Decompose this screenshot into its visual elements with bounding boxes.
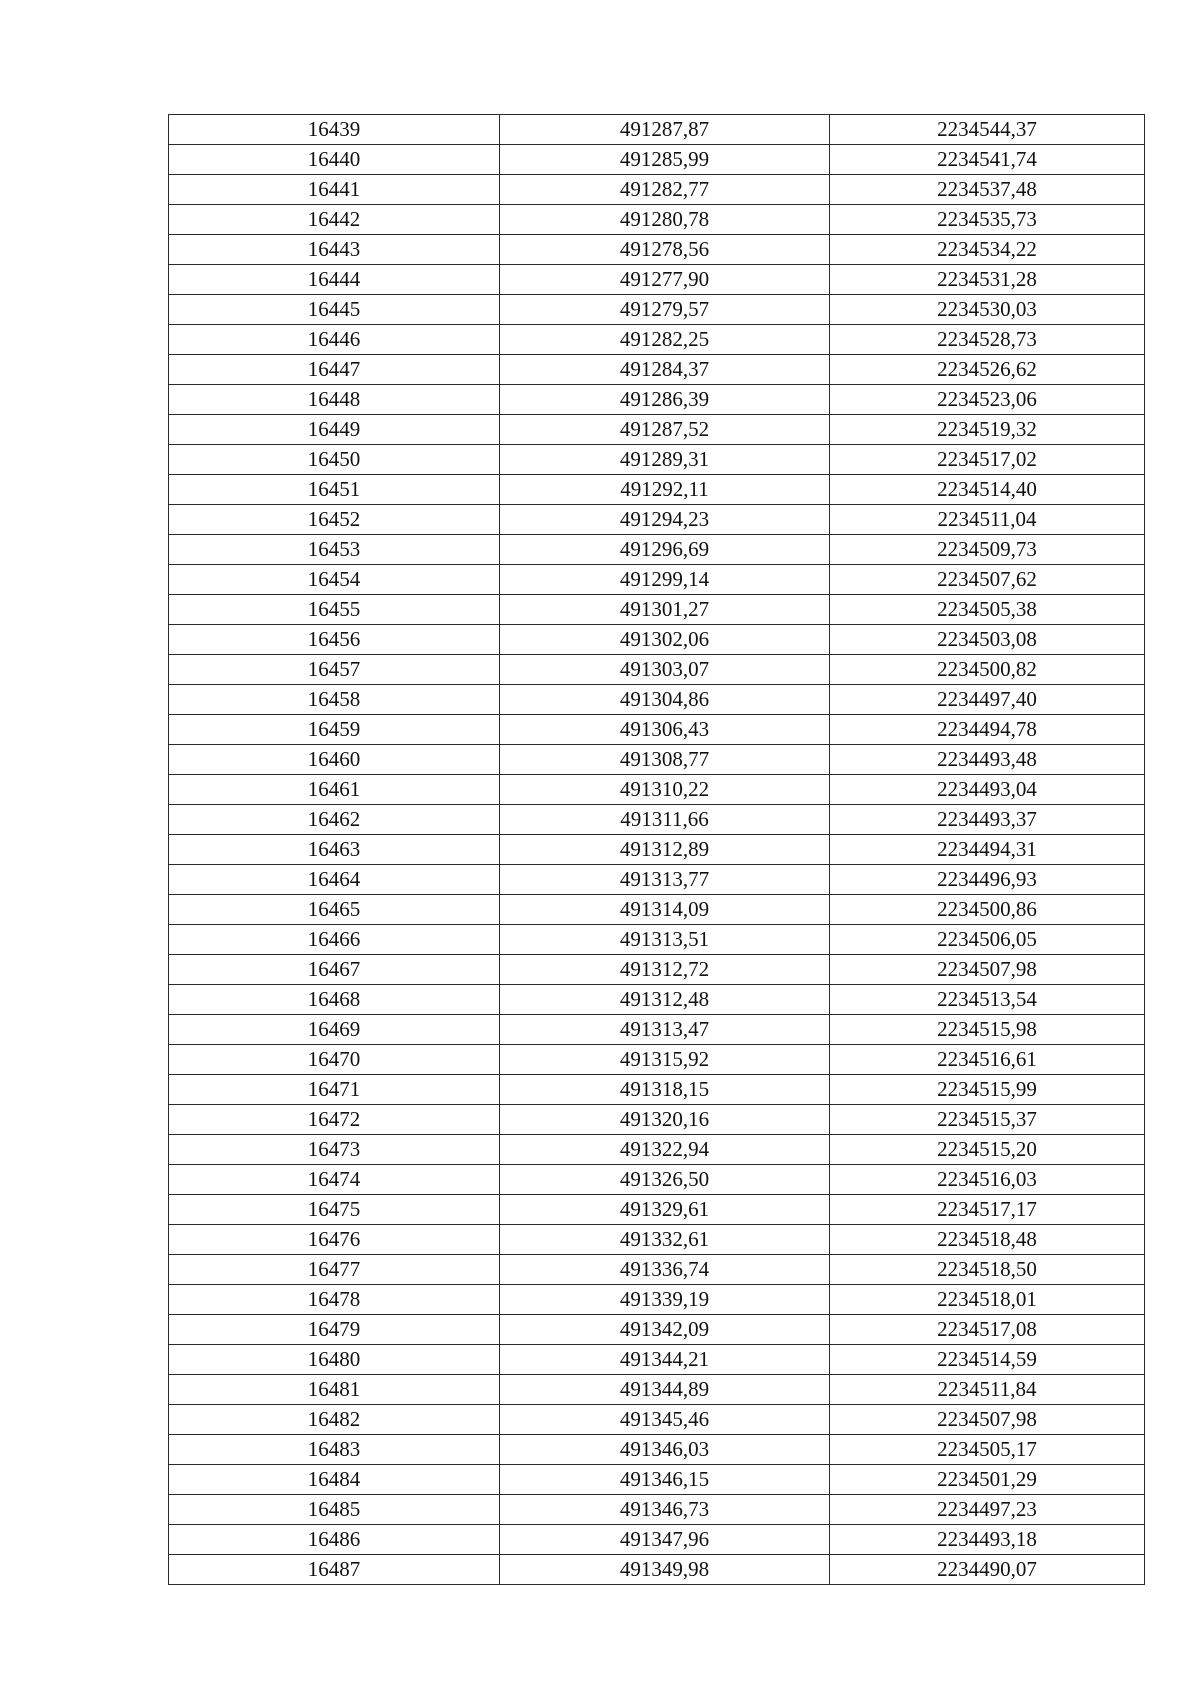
x-coordinate-cell: 491344,21 <box>500 1345 830 1375</box>
x-coordinate-cell: 491287,52 <box>500 415 830 445</box>
y-coordinate-cell: 2234514,40 <box>830 475 1145 505</box>
y-coordinate-cell: 2234515,20 <box>830 1135 1145 1165</box>
x-coordinate-cell: 491346,15 <box>500 1465 830 1495</box>
table-row <box>169 205 1145 235</box>
table-row <box>169 1225 1145 1255</box>
x-coordinate-cell: 491294,23 <box>500 505 830 535</box>
table-row <box>169 1165 1145 1195</box>
point-number-cell: 16445 <box>169 295 500 325</box>
point-number-cell: 16478 <box>169 1285 500 1315</box>
y-coordinate-cell: 2234493,48 <box>830 745 1145 775</box>
coordinates-table-body <box>169 115 1145 1585</box>
table-row <box>169 1195 1145 1225</box>
x-coordinate-cell: 491346,03 <box>500 1435 830 1465</box>
x-coordinate-cell: 491287,87 <box>500 115 830 145</box>
y-coordinate-cell: 2234505,17 <box>830 1435 1145 1465</box>
x-coordinate-cell: 491312,48 <box>500 985 830 1015</box>
x-coordinate-cell: 491286,39 <box>500 385 830 415</box>
point-number-cell: 16480 <box>169 1345 500 1375</box>
table-row <box>169 745 1145 775</box>
y-coordinate-cell: 2234528,73 <box>830 325 1145 355</box>
x-coordinate-cell: 491289,31 <box>500 445 830 475</box>
table-row <box>169 265 1145 295</box>
table-row <box>169 1495 1145 1525</box>
table-row <box>169 1255 1145 1285</box>
x-coordinate-cell: 491313,77 <box>500 865 830 895</box>
table-row <box>169 895 1145 925</box>
point-number-cell: 16450 <box>169 445 500 475</box>
x-coordinate-cell: 491296,69 <box>500 535 830 565</box>
y-coordinate-cell: 2234514,59 <box>830 1345 1145 1375</box>
table-row <box>169 985 1145 1015</box>
y-coordinate-cell: 2234526,62 <box>830 355 1145 385</box>
y-coordinate-cell: 2234494,31 <box>830 835 1145 865</box>
y-coordinate-cell: 2234496,93 <box>830 865 1145 895</box>
point-number-cell: 16466 <box>169 925 500 955</box>
x-coordinate-cell: 491315,92 <box>500 1045 830 1075</box>
y-coordinate-cell: 2234518,50 <box>830 1255 1145 1285</box>
point-number-cell: 16446 <box>169 325 500 355</box>
table-row <box>169 325 1145 355</box>
x-coordinate-cell: 491332,61 <box>500 1225 830 1255</box>
y-coordinate-cell: 2234519,32 <box>830 415 1145 445</box>
x-coordinate-cell: 491349,98 <box>500 1555 830 1585</box>
point-number-cell: 16470 <box>169 1045 500 1075</box>
y-coordinate-cell: 2234511,84 <box>830 1375 1145 1405</box>
point-number-cell: 16447 <box>169 355 500 385</box>
point-number-cell: 16475 <box>169 1195 500 1225</box>
table-row <box>169 1315 1145 1345</box>
x-coordinate-cell: 491312,89 <box>500 835 830 865</box>
x-coordinate-cell: 491279,57 <box>500 295 830 325</box>
y-coordinate-cell: 2234534,22 <box>830 235 1145 265</box>
y-coordinate-cell: 2234493,37 <box>830 805 1145 835</box>
x-coordinate-cell: 491306,43 <box>500 715 830 745</box>
table-row <box>169 955 1145 985</box>
table-row <box>169 355 1145 385</box>
table-row <box>169 475 1145 505</box>
point-number-cell: 16454 <box>169 565 500 595</box>
point-number-cell: 16440 <box>169 145 500 175</box>
point-number-cell: 16487 <box>169 1555 500 1585</box>
table-row <box>169 595 1145 625</box>
y-coordinate-cell: 2234516,03 <box>830 1165 1145 1195</box>
y-coordinate-cell: 2234515,98 <box>830 1015 1145 1045</box>
x-coordinate-cell: 491310,22 <box>500 775 830 805</box>
y-coordinate-cell: 2234513,54 <box>830 985 1145 1015</box>
point-number-cell: 16473 <box>169 1135 500 1165</box>
point-number-cell: 16462 <box>169 805 500 835</box>
point-number-cell: 16451 <box>169 475 500 505</box>
point-number-cell: 16459 <box>169 715 500 745</box>
y-coordinate-cell: 2234509,73 <box>830 535 1145 565</box>
x-coordinate-cell: 491346,73 <box>500 1495 830 1525</box>
x-coordinate-cell: 491320,16 <box>500 1105 830 1135</box>
y-coordinate-cell: 2234516,61 <box>830 1045 1145 1075</box>
x-coordinate-cell: 491285,99 <box>500 145 830 175</box>
point-number-cell: 16467 <box>169 955 500 985</box>
point-number-cell: 16439 <box>169 115 500 145</box>
y-coordinate-cell: 2234501,29 <box>830 1465 1145 1495</box>
table-row <box>169 1525 1145 1555</box>
point-number-cell: 16442 <box>169 205 500 235</box>
table-row <box>169 1105 1145 1135</box>
point-number-cell: 16453 <box>169 535 500 565</box>
x-coordinate-cell: 491277,90 <box>500 265 830 295</box>
table-row <box>169 655 1145 685</box>
y-coordinate-cell: 2234515,37 <box>830 1105 1145 1135</box>
point-number-cell: 16443 <box>169 235 500 265</box>
table-row <box>169 685 1145 715</box>
x-coordinate-cell: 491282,25 <box>500 325 830 355</box>
x-coordinate-cell: 491329,61 <box>500 1195 830 1225</box>
table-row <box>169 715 1145 745</box>
table-row <box>169 1345 1145 1375</box>
y-coordinate-cell: 2234531,28 <box>830 265 1145 295</box>
x-coordinate-cell: 491345,46 <box>500 1405 830 1435</box>
table-row <box>169 505 1145 535</box>
y-coordinate-cell: 2234515,99 <box>830 1075 1145 1105</box>
x-coordinate-cell: 491314,09 <box>500 895 830 925</box>
point-number-cell: 16463 <box>169 835 500 865</box>
point-number-cell: 16482 <box>169 1405 500 1435</box>
y-coordinate-cell: 2234493,04 <box>830 775 1145 805</box>
y-coordinate-cell: 2234517,08 <box>830 1315 1145 1345</box>
point-number-cell: 16452 <box>169 505 500 535</box>
x-coordinate-cell: 491284,37 <box>500 355 830 385</box>
x-coordinate-cell: 491308,77 <box>500 745 830 775</box>
table-row <box>169 1015 1145 1045</box>
y-coordinate-cell: 2234517,17 <box>830 1195 1145 1225</box>
point-number-cell: 16441 <box>169 175 500 205</box>
table-row <box>169 145 1145 175</box>
x-coordinate-cell: 491313,51 <box>500 925 830 955</box>
point-number-cell: 16484 <box>169 1465 500 1495</box>
point-number-cell: 16476 <box>169 1225 500 1255</box>
table-row <box>169 115 1145 145</box>
table-row <box>169 445 1145 475</box>
table-row <box>169 775 1145 805</box>
y-coordinate-cell: 2234537,48 <box>830 175 1145 205</box>
y-coordinate-cell: 2234500,86 <box>830 895 1145 925</box>
point-number-cell: 16483 <box>169 1435 500 1465</box>
y-coordinate-cell: 2234518,48 <box>830 1225 1145 1255</box>
x-coordinate-cell: 491339,19 <box>500 1285 830 1315</box>
table-row <box>169 1285 1145 1315</box>
x-coordinate-cell: 491299,14 <box>500 565 830 595</box>
y-coordinate-cell: 2234503,08 <box>830 625 1145 655</box>
table-row <box>169 295 1145 325</box>
x-coordinate-cell: 491313,47 <box>500 1015 830 1045</box>
y-coordinate-cell: 2234523,06 <box>830 385 1145 415</box>
table-row <box>169 235 1145 265</box>
y-coordinate-cell: 2234497,40 <box>830 685 1145 715</box>
point-number-cell: 16464 <box>169 865 500 895</box>
point-number-cell: 16486 <box>169 1525 500 1555</box>
y-coordinate-cell: 2234506,05 <box>830 925 1145 955</box>
table-row <box>169 925 1145 955</box>
table-row <box>169 865 1145 895</box>
point-number-cell: 16471 <box>169 1075 500 1105</box>
x-coordinate-cell: 491301,27 <box>500 595 830 625</box>
table-row <box>169 1555 1145 1585</box>
point-number-cell: 16479 <box>169 1315 500 1345</box>
table-row <box>169 415 1145 445</box>
table-row <box>169 1135 1145 1165</box>
x-coordinate-cell: 491302,06 <box>500 625 830 655</box>
table-row <box>169 1375 1145 1405</box>
x-coordinate-cell: 491304,86 <box>500 685 830 715</box>
point-number-cell: 16485 <box>169 1495 500 1525</box>
table-row <box>169 1465 1145 1495</box>
x-coordinate-cell: 491318,15 <box>500 1075 830 1105</box>
x-coordinate-cell: 491326,50 <box>500 1165 830 1195</box>
y-coordinate-cell: 2234507,98 <box>830 955 1145 985</box>
y-coordinate-cell: 2234507,98 <box>830 1405 1145 1435</box>
point-number-cell: 16481 <box>169 1375 500 1405</box>
table-row <box>169 565 1145 595</box>
y-coordinate-cell: 2234507,62 <box>830 565 1145 595</box>
x-coordinate-cell: 491342,09 <box>500 1315 830 1345</box>
point-number-cell: 16461 <box>169 775 500 805</box>
point-number-cell: 16460 <box>169 745 500 775</box>
y-coordinate-cell: 2234493,18 <box>830 1525 1145 1555</box>
point-number-cell: 16468 <box>169 985 500 1015</box>
x-coordinate-cell: 491344,89 <box>500 1375 830 1405</box>
point-number-cell: 16465 <box>169 895 500 925</box>
y-coordinate-cell: 2234505,38 <box>830 595 1145 625</box>
table-row <box>169 1435 1145 1465</box>
point-number-cell: 16449 <box>169 415 500 445</box>
y-coordinate-cell: 2234511,04 <box>830 505 1145 535</box>
x-coordinate-cell: 491312,72 <box>500 955 830 985</box>
coordinates-table <box>168 114 1145 1585</box>
y-coordinate-cell: 2234490,07 <box>830 1555 1145 1585</box>
table-row <box>169 835 1145 865</box>
table-row <box>169 1405 1145 1435</box>
y-coordinate-cell: 2234497,23 <box>830 1495 1145 1525</box>
point-number-cell: 16474 <box>169 1165 500 1195</box>
table-row <box>169 1075 1145 1105</box>
y-coordinate-cell: 2234500,82 <box>830 655 1145 685</box>
point-number-cell: 16448 <box>169 385 500 415</box>
table-row <box>169 175 1145 205</box>
point-number-cell: 16444 <box>169 265 500 295</box>
table-row <box>169 805 1145 835</box>
y-coordinate-cell: 2234541,74 <box>830 145 1145 175</box>
point-number-cell: 16469 <box>169 1015 500 1045</box>
y-coordinate-cell: 2234494,78 <box>830 715 1145 745</box>
y-coordinate-cell: 2234544,37 <box>830 115 1145 145</box>
point-number-cell: 16477 <box>169 1255 500 1285</box>
x-coordinate-cell: 491322,94 <box>500 1135 830 1165</box>
table-row <box>169 1045 1145 1075</box>
x-coordinate-cell: 491336,74 <box>500 1255 830 1285</box>
table-row <box>169 385 1145 415</box>
point-number-cell: 16472 <box>169 1105 500 1135</box>
table-row <box>169 625 1145 655</box>
y-coordinate-cell: 2234535,73 <box>830 205 1145 235</box>
point-number-cell: 16455 <box>169 595 500 625</box>
y-coordinate-cell: 2234530,03 <box>830 295 1145 325</box>
point-number-cell: 16458 <box>169 685 500 715</box>
table-row <box>169 535 1145 565</box>
x-coordinate-cell: 491278,56 <box>500 235 830 265</box>
point-number-cell: 16457 <box>169 655 500 685</box>
x-coordinate-cell: 491292,11 <box>500 475 830 505</box>
y-coordinate-cell: 2234518,01 <box>830 1285 1145 1315</box>
y-coordinate-cell: 2234517,02 <box>830 445 1145 475</box>
x-coordinate-cell: 491282,77 <box>500 175 830 205</box>
x-coordinate-cell: 491303,07 <box>500 655 830 685</box>
point-number-cell: 16456 <box>169 625 500 655</box>
x-coordinate-cell: 491280,78 <box>500 205 830 235</box>
x-coordinate-cell: 491347,96 <box>500 1525 830 1555</box>
x-coordinate-cell: 491311,66 <box>500 805 830 835</box>
